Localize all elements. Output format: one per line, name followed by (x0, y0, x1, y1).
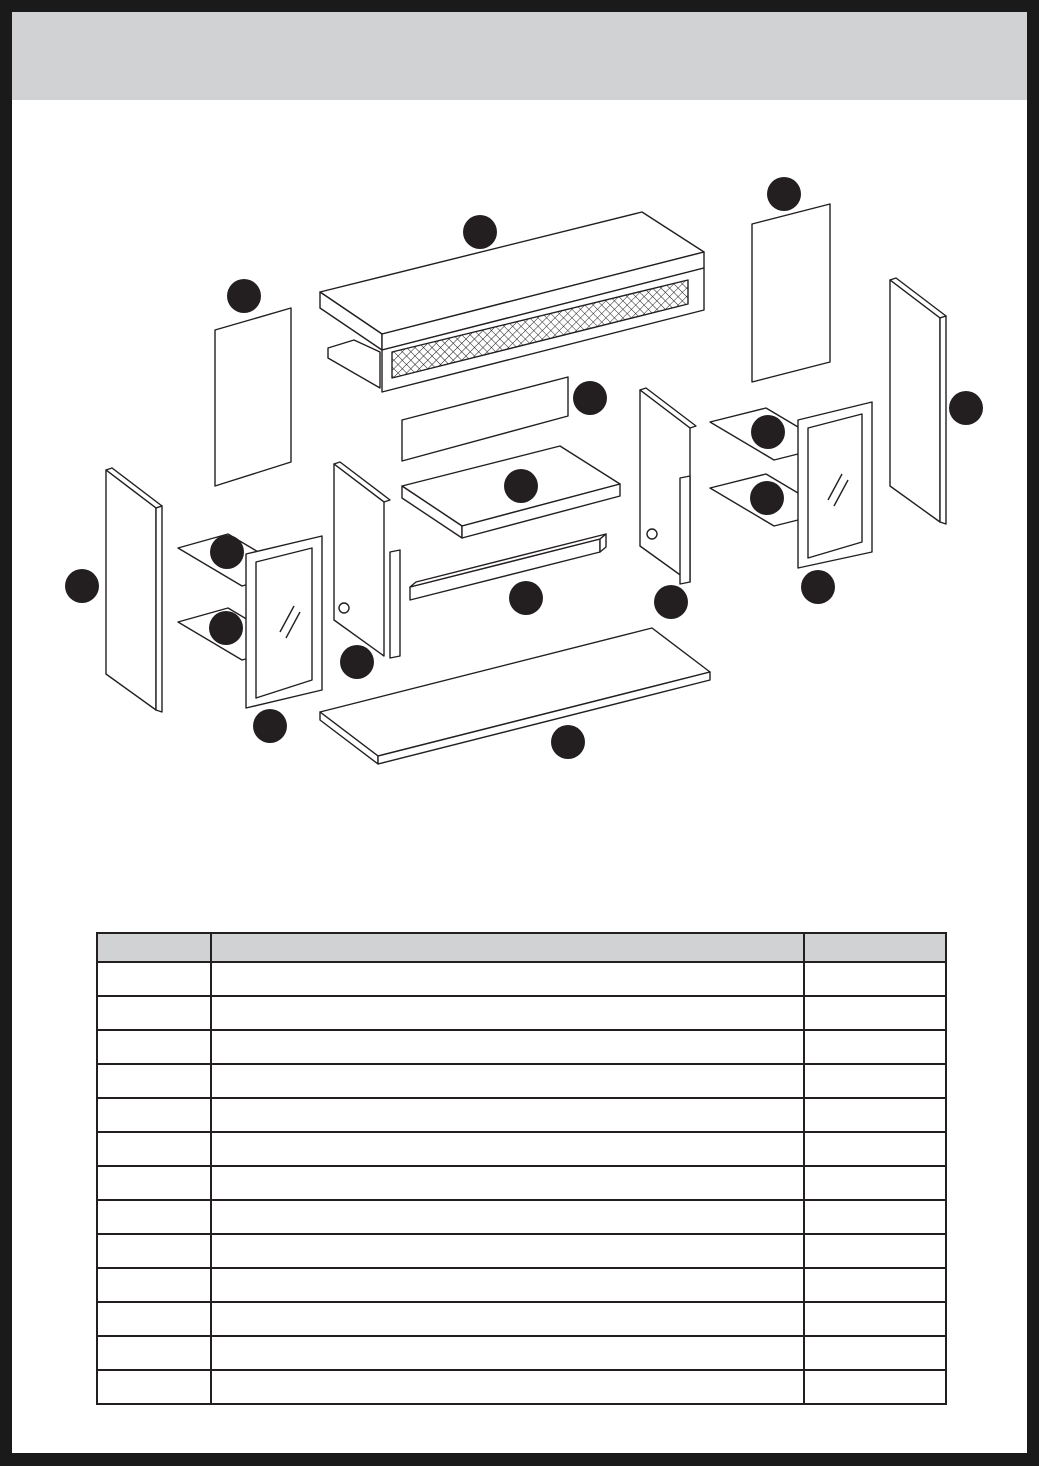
table-row (97, 1132, 946, 1166)
table-cell (97, 1200, 211, 1234)
right-back-panel (752, 204, 830, 382)
table-cell (804, 1200, 946, 1234)
table-cell (97, 1166, 211, 1200)
callout-marker (551, 725, 585, 759)
table-cell (97, 1302, 211, 1336)
table-row (97, 1302, 946, 1336)
table-cell (97, 1098, 211, 1132)
table-row (97, 1166, 946, 1200)
left-side-panel (106, 468, 162, 712)
table-cell (211, 1030, 804, 1064)
table-cell (211, 996, 804, 1030)
top-shelf-with-mesh-panel (320, 212, 704, 392)
callout-marker (750, 481, 784, 515)
callout-marker (509, 581, 543, 615)
table-cell (97, 1064, 211, 1098)
right-glass-door (798, 402, 872, 568)
table-header-row (97, 933, 946, 962)
table-row (97, 1268, 946, 1302)
table-cell (211, 1132, 804, 1166)
parts-list-table (96, 932, 947, 1405)
callout-marker (227, 279, 261, 313)
callout-marker (340, 645, 374, 679)
center-back-panel (402, 377, 568, 461)
table-cell (804, 1336, 946, 1370)
table-cell (97, 1336, 211, 1370)
table-cell (804, 996, 946, 1030)
callout-marker (209, 611, 243, 645)
exploded-assembly-diagram (12, 12, 1027, 912)
table-row (97, 1200, 946, 1234)
table-row (97, 1064, 946, 1098)
table-row (97, 996, 946, 1030)
callout-marker (751, 415, 785, 449)
callout-marker (65, 569, 99, 603)
table-cell (97, 1370, 211, 1404)
table-cell (211, 1098, 804, 1132)
table-cell (211, 1200, 804, 1234)
table-cell (804, 1234, 946, 1268)
callout-marker (767, 177, 801, 211)
instruction-page (12, 12, 1027, 1453)
callout-marker (654, 585, 688, 619)
table-cell (804, 1268, 946, 1302)
table-row (97, 1030, 946, 1064)
table-row (97, 1098, 946, 1132)
left-back-panel (215, 308, 291, 486)
table-cell (97, 1234, 211, 1268)
table-cell (804, 1370, 946, 1404)
table-cell (804, 1132, 946, 1166)
center-rail (410, 534, 606, 600)
right-side-panel (890, 278, 946, 524)
table-cell (804, 1064, 946, 1098)
table-cell (211, 1064, 804, 1098)
table-row (97, 1370, 946, 1404)
table-cell (97, 1030, 211, 1064)
header-cell (211, 933, 804, 962)
table-row (97, 962, 946, 996)
table-cell (97, 1132, 211, 1166)
table-cell (804, 1166, 946, 1200)
callout-marker (210, 535, 244, 569)
table-cell (97, 996, 211, 1030)
header-cell (97, 933, 211, 962)
callout-marker (463, 215, 497, 249)
table-cell (804, 1030, 946, 1064)
callout-marker (801, 570, 835, 604)
callout-marker (253, 709, 287, 743)
table-cell (97, 1268, 211, 1302)
callout-marker (573, 381, 607, 415)
left-inner-panel (334, 462, 400, 658)
table-cell (211, 1302, 804, 1336)
table-cell (804, 1302, 946, 1336)
header-cell (804, 933, 946, 962)
table-cell (804, 1098, 946, 1132)
table-row (97, 1234, 946, 1268)
table-cell (211, 1370, 804, 1404)
table-cell (211, 1234, 804, 1268)
table-cell (211, 1268, 804, 1302)
table-cell (804, 962, 946, 996)
table-cell (211, 962, 804, 996)
callout-marker (504, 469, 538, 503)
callout-marker (949, 391, 983, 425)
table-row (97, 1336, 946, 1370)
left-glass-door (246, 536, 322, 708)
table-cell (97, 962, 211, 996)
right-inner-panel (640, 388, 696, 584)
table-cell (211, 1336, 804, 1370)
table-cell (211, 1166, 804, 1200)
